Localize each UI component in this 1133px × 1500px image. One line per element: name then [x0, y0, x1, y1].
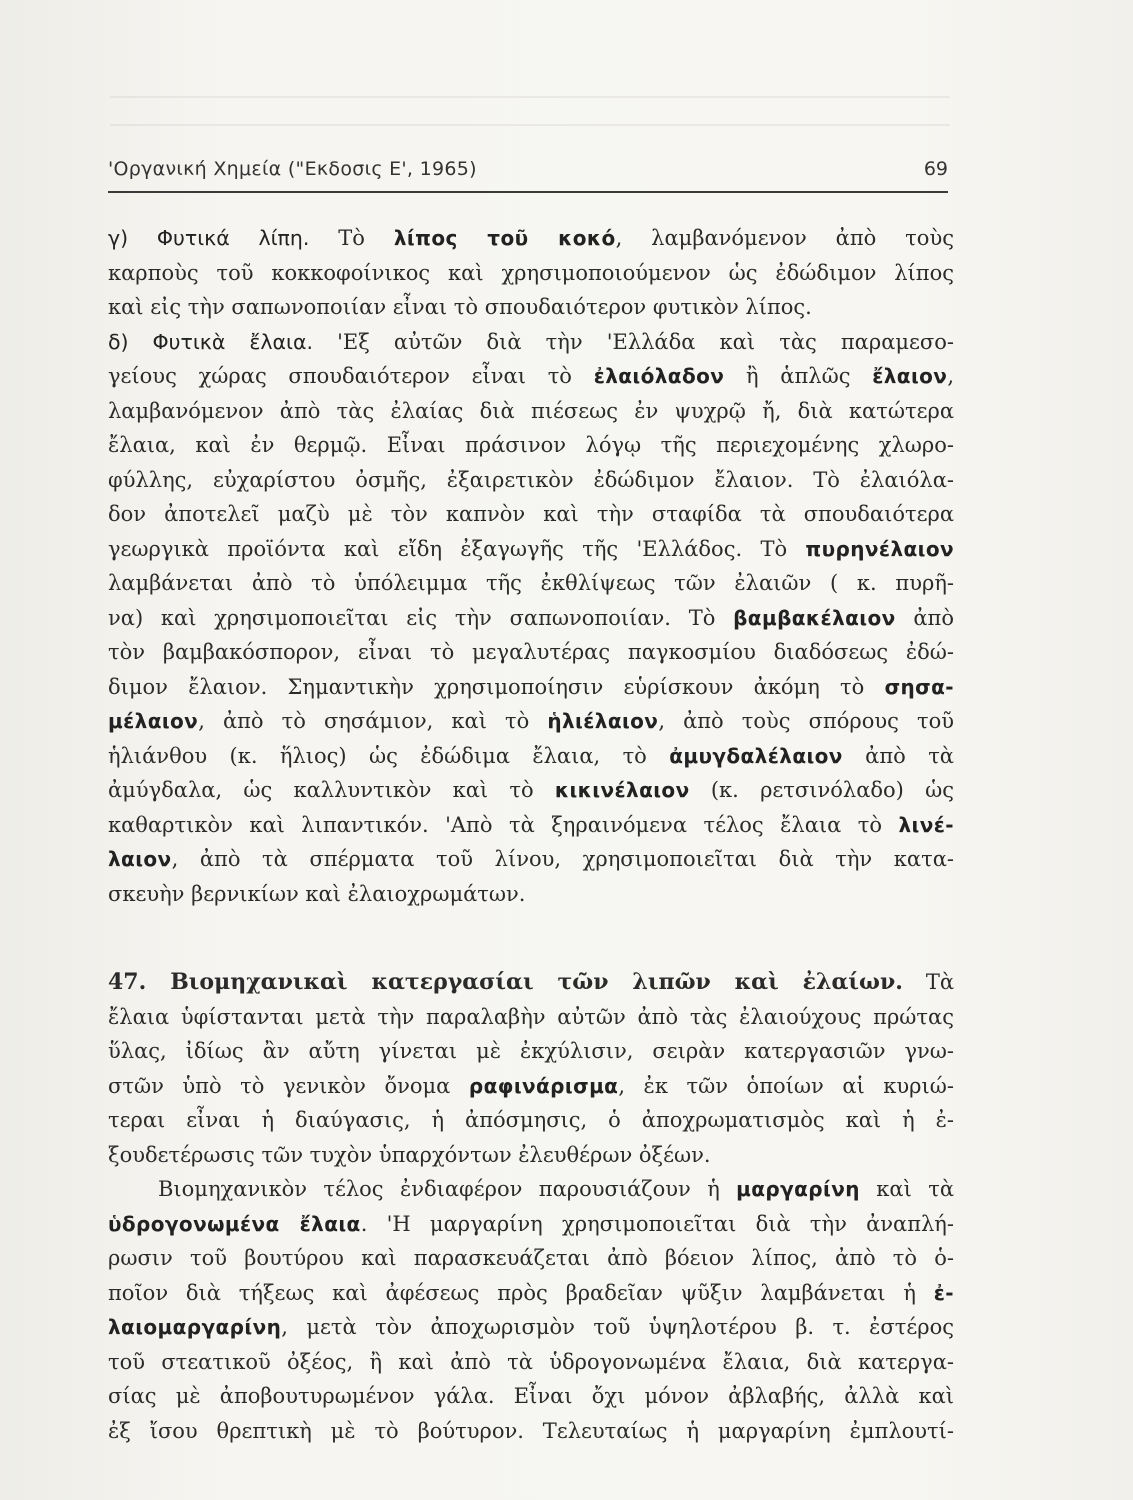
bold-term: λίπος τοῦ κοκό: [393, 226, 616, 250]
text-run: γείους χώρας σπουδαιότερον εἶναι τὸ: [108, 364, 594, 388]
text-run: καρποὺς τοῦ κοκκοφοίνικος καὶ χρησιμοποιούμενον ὡς ἐδώδιμον λίπος: [108, 260, 954, 285]
text-line: [108, 1379, 954, 1414]
bold-term: ἐ-: [933, 1280, 954, 1305]
text-line: [108, 1138, 954, 1173]
bleed-through-shadow: [110, 78, 950, 138]
bold-term: ἡλιέλαιον: [547, 709, 659, 733]
text-line: [108, 601, 954, 636]
text-line: [108, 1103, 954, 1138]
page-header: [108, 150, 948, 190]
page-number: 69: [923, 158, 948, 180]
bold-term: λινέ-: [898, 812, 954, 837]
text-line: [108, 1207, 954, 1242]
text-run: σκευὴν βερνικίων καὶ ἐλαιοχρωμάτων.: [108, 881, 526, 906]
text-run: ὕλας, ἰδίως ἂν αὔτη γίνεται μὲ ἐκχύλισιν, σειρὰν κατεργασιῶν γνω-: [108, 1039, 954, 1063]
text-line: [108, 1414, 954, 1449]
text-line: [108, 290, 954, 325]
bold-term: λαιομαργαρίνη: [108, 1315, 282, 1339]
section-title: Βιομηχανικαὶ κατεργασίαι τῶν λιπῶν καὶ ἐλαίων.: [170, 969, 903, 995]
text-run: να) καὶ χρησιμοποιεῖται εἰς τὴν σαπωνοποιίαν. Τὸ: [108, 605, 734, 630]
text-line: [108, 1310, 954, 1345]
running-title: 'Οργανική Χημεία ("Εκδοσις Ε', 1965): [108, 158, 477, 180]
text-run: ποῖον διὰ τήξεως καὶ ἀφέσεως πρὸς βραδεῖαν ψῦξιν λαμβάνεται ἡ: [108, 1280, 934, 1305]
text-line: [108, 532, 954, 567]
text-line: [108, 463, 954, 498]
text-line: [108, 394, 954, 429]
text-run: δον ἀποτελεῖ μαζὺ μὲ τὸν καπνὸν καὶ τὴν σταφίδα τὰ σπουδαιότερα: [108, 502, 954, 526]
text-line: [108, 842, 954, 877]
text-run: ἐξ ἴσου θρεπτικὴ μὲ τὸ βούτυρον. Τελευταίως ἡ μαργαρίνη ἐμπλουτί-: [108, 1418, 954, 1443]
body-text: [108, 221, 954, 1448]
text-run: , μετὰ τὸν ἀποχωρισμὸν τοῦ ὑψηλοτέρου β. τ. ἐστέρος: [281, 1315, 954, 1339]
text-line: [108, 497, 954, 532]
bold-term: ἐλαιόλαδον: [593, 364, 725, 388]
subsection-label: Φυτικά λίπη.: [156, 226, 310, 250]
text-line: [108, 1034, 954, 1069]
text-run: καὶ τὰ: [859, 1177, 954, 1201]
text-run: γεωργικὰ προϊόντα καὶ εἴδη ἐξαγωγῆς τῆς 'Ελλάδος. Τὸ: [108, 536, 806, 561]
bold-term: ἀμυγδαλέλαιον: [669, 743, 843, 768]
text-line: [108, 1069, 954, 1104]
bold-term: ὑδρογονωμένα ἔλαια: [108, 1211, 361, 1236]
text-line: [108, 1276, 954, 1311]
bold-term: πυρηνέλαιον: [805, 536, 954, 561]
text-run: , λαμβανόμενον ἀπὸ τοὺς: [615, 226, 954, 250]
text-run: ἢ ἁπλῶς: [724, 364, 873, 388]
text-line: [108, 1345, 954, 1380]
text-run: φύλλης, εὐχαρίστου ὀσμῆς, ἐξαιρετικὸν ἐδώδιμον ἔλαιον. Τὸ ἐλαιόλα-: [108, 467, 954, 492]
text-run: ξουδετέρωσις τῶν τυχὸν ὑπαρχόντων ἐλευθέρων ὀξέων.: [108, 1142, 711, 1167]
text-run: ἡλιάνθου (κ. ἥλιος) ὡς ἐδώδιμα ἔλαια, τὸ: [108, 743, 670, 768]
section-heading-line: [108, 965, 954, 1000]
bold-term: κικινέλαιον: [554, 778, 690, 802]
text-run: Τὸ: [309, 226, 394, 250]
bold-term: λαιον: [108, 847, 172, 871]
text-run: ,: [947, 364, 954, 388]
text-run: ἀπὸ: [895, 605, 954, 630]
text-run: στῶν ὑπὸ τὸ γενικὸν ὄνομα: [108, 1073, 469, 1098]
text-line: [108, 739, 954, 774]
text-run: , ἀπὸ τὰ σπέρματα τοῦ λίνου, χρησιμοποιεῖται διὰ τὴν κατα-: [171, 847, 954, 871]
text-run: 'Εξ αὐτῶν διὰ τὴν 'Ελλάδα καὶ τὰς παραμεσο-: [313, 329, 954, 354]
text-run: Βιομηχανικὸν τέλος ἐνδιαφέρον παρουσιάζουν ἡ: [158, 1177, 737, 1201]
text-run: Τὰ: [902, 970, 954, 994]
subsection-label: Φυτικὰ ἔλαια.: [152, 329, 314, 354]
text-line: [108, 670, 954, 705]
text-line: [108, 704, 954, 739]
text-run: ἀπὸ τὰ: [842, 743, 954, 768]
text-line: [108, 566, 954, 601]
text-run: , ἐκ τῶν ὁποίων αἱ κυριώ-: [618, 1073, 954, 1098]
text-run: λαμβάνεται ἀπὸ τὸ ὑπόλειμμα τῆς ἐκθλίψεως τῶν ἐλαιῶν ( κ. πυρῆ-: [108, 571, 954, 595]
header-rule: [108, 191, 948, 193]
text-run: τεραι εἶναι ἡ διαύγασις, ἡ ἀπόσμησις, ὁ ἀποχρωματισμὸς καὶ ἡ ἐ-: [108, 1108, 954, 1132]
text-run: καὶ εἰς τὴν σαπωνοποιίαν εἶναι τὸ σπουδαιότερον φυτικὸν λίπος.: [108, 295, 812, 319]
text-run: ἔλαια, καὶ ἐν θερμῷ. Εἶναι πράσινον λόγῳ τῆς περιεχομένης χλωρο-: [108, 433, 954, 457]
subsection-label: δ): [108, 329, 153, 354]
text-line: [108, 773, 954, 808]
text-run: ἀμύγδαλα, ὡς καλλυντικὸν καὶ τὸ: [108, 778, 555, 802]
text-line: [108, 635, 954, 670]
text-run: , ἀπὸ τὸ σησάμιον, καὶ τὸ: [198, 709, 548, 733]
text-line: [108, 1172, 954, 1207]
text-line: [108, 221, 954, 256]
text-line: [108, 808, 954, 843]
text-run: ἔλαια ὑφίστανται μετὰ τὴν παραλαβὴν αὐτῶν ἀπὸ τὰς ἐλαιούχους πρώτας: [108, 1004, 954, 1029]
bold-term: μαργαρίνη: [736, 1177, 860, 1201]
text-line: [108, 1241, 954, 1276]
text-run: λαμβανόμενον ἀπὸ τὰς ἐλαίας διὰ πιέσεως ἐν ψυχρῷ ἤ, διὰ κατώτερα: [108, 398, 954, 423]
text-line: [108, 428, 954, 463]
section-gap: [108, 911, 954, 965]
subsection-label: γ): [108, 226, 157, 250]
bold-term: ραφινάρισμα: [468, 1073, 619, 1098]
text-run: καθαρτικὸν καὶ λιπαντικόν. 'Απὸ τὰ ξηραινόμενα τέλος ἔλαια τὸ: [108, 812, 899, 837]
text-run: τὸν βαμβακόσπορον, εἶναι τὸ μεγαλυτέρας παγκοσμίου διαδόσεως ἐδώ-: [108, 640, 954, 664]
text-run: διμον ἔλαιον. Σημαντικὴν χρησιμοποίησιν εὑρίσκουν ἀκόμη τὸ: [108, 674, 885, 699]
section-number: 47.: [108, 969, 171, 995]
bold-term: βαμβακέλαιον: [733, 605, 896, 630]
text-line: [108, 256, 954, 291]
text-run: τοῦ στεατικοῦ ὀξέος, ἢ καὶ ἀπὸ τὰ ὑδρογονωμένα ἔλαια, διὰ κατεργα-: [108, 1349, 954, 1374]
text-line: [108, 1000, 954, 1035]
text-run: ρωσιν τοῦ βουτύρου καὶ παρασκευάζεται ἀπὸ βόειον λίπος, ἀπὸ τὸ ὁ-: [108, 1246, 954, 1270]
bold-term: μέλαιον: [108, 709, 199, 733]
bold-term: σησα-: [884, 674, 954, 699]
text-run: , ἀπὸ τοὺς σπόρους τοῦ: [658, 709, 954, 733]
text-run: . 'Η μαργαρίνη χρησιμοποιεῖται διὰ τὴν ἀναπλή-: [360, 1211, 954, 1236]
text-line: [108, 359, 954, 394]
text-line: [108, 877, 954, 912]
text-run: σίας μὲ ἀποβουτυρωμένον γάλα. Εἶναι ὄχι μόνον ἀβλαβής, ἀλλὰ καὶ: [108, 1384, 954, 1408]
bold-term: ἔλαιον: [872, 364, 948, 388]
text-run: (κ. ρετσινόλαδο) ὡς: [689, 778, 954, 802]
text-line: [108, 325, 954, 360]
